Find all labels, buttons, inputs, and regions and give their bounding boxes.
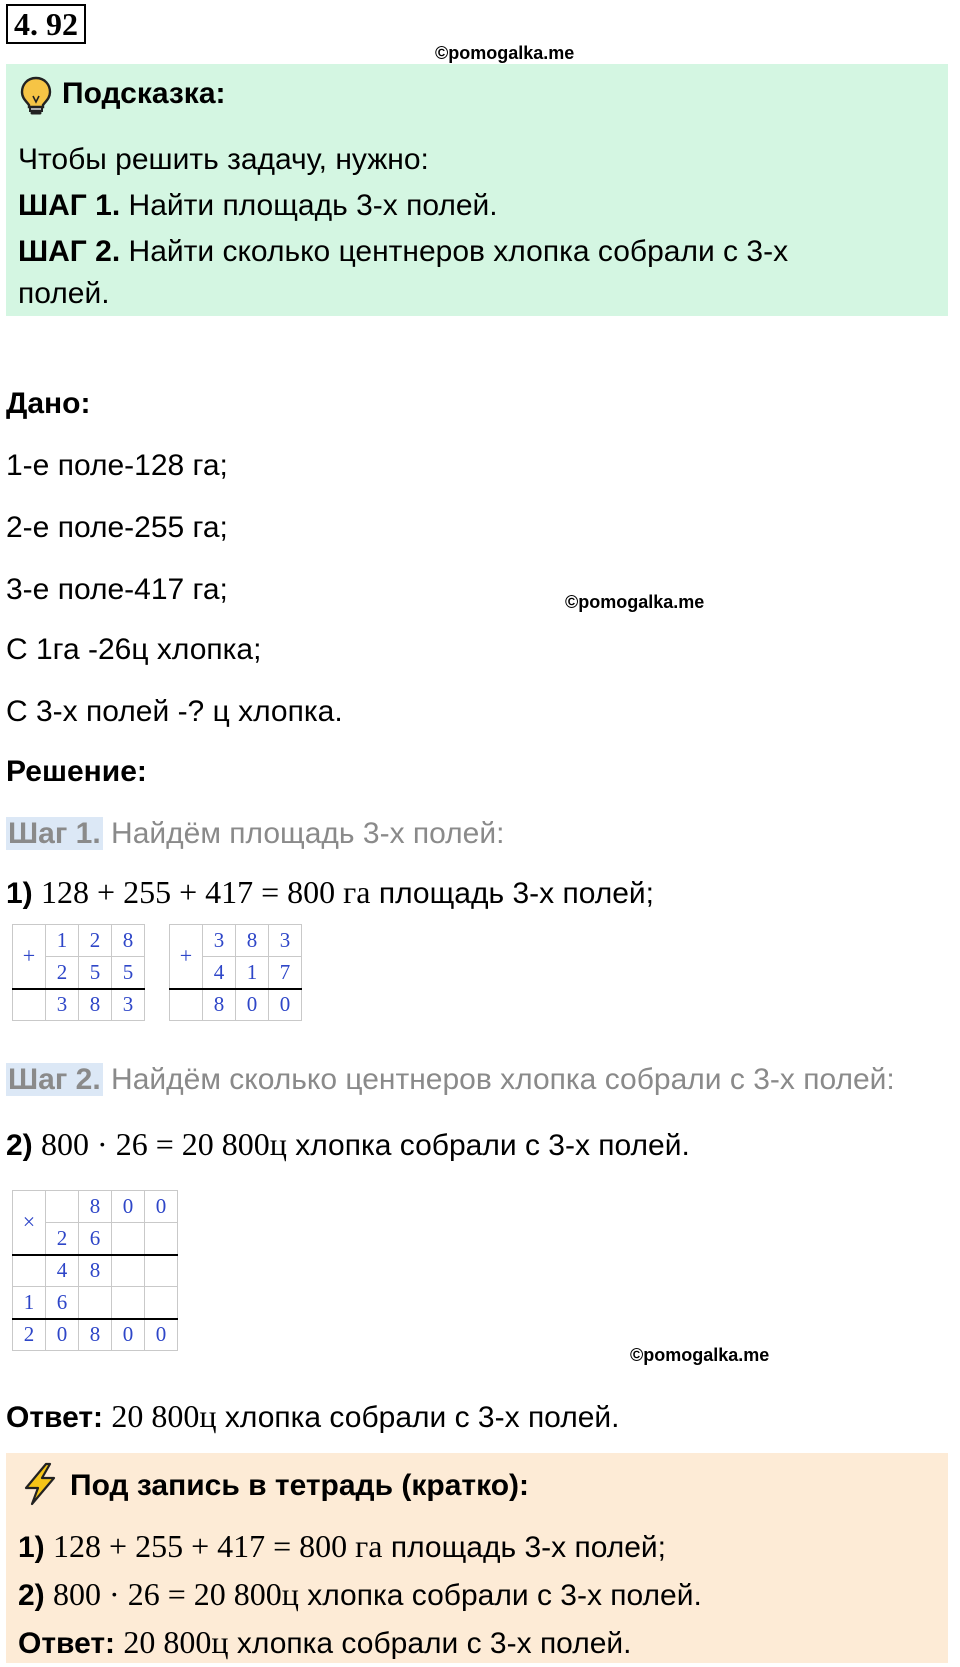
step-1-equation [6,872,654,914]
grid-digit: 2 [79,925,112,957]
hint-step-2 [18,232,788,272]
addition-grid-1 [12,924,145,1021]
grid-digit: 8 [112,925,145,957]
answer-formula: 20 800ц [111,1398,217,1434]
multiplication-grid [12,1190,178,1351]
hint-step-1 [18,186,498,226]
answer-label: Ответ: [18,1627,116,1660]
formula-suffix: хлопка собрали с 3-х полей. [298,1579,702,1612]
grid-digit: 8 [79,1319,112,1351]
grid-digit: 0 [112,1191,145,1223]
step-1-text: Найдём площадь 3-х полей: [111,817,505,850]
watermark: ©pomogalka.me [435,43,575,63]
hint-intro: Чтобы решить задачу, нужно: [18,143,429,176]
formula-suffix: площадь 3-х полей; [370,877,655,910]
plus-sign: + [170,925,203,989]
grid-cell [170,989,203,1021]
grid-digit [79,1287,112,1319]
hint-step-2-continuation: полей. [18,277,110,310]
grid-digit: 6 [79,1223,112,1255]
answer [6,1396,620,1438]
answer-label: Ответ: [6,1401,104,1434]
formula: 128 + 255 + 417 = 800 га [53,1528,383,1564]
answer-formula: 20 800ц [123,1624,229,1660]
grid-digit: 3 [269,925,302,957]
grid-digit: 7 [269,957,302,989]
given-line: 1-е поле-128 га; [6,449,228,482]
grid-digit: 2 [13,1319,46,1351]
grid-digit [145,1223,178,1255]
notes-title: Под запись в тетрадь (кратко): [70,1469,530,1502]
step-2-equation [6,1124,690,1166]
answer-suffix: хлопка собрали с 3-х полей. [216,1401,620,1434]
grid-digit [145,1287,178,1319]
hint-step-2-label: ШАГ 2. [18,235,121,268]
addition-grid-2 [169,924,302,1021]
grid-digit: 0 [236,989,269,1021]
given-line: С 3-х полей -? ц хлопка. [6,695,343,728]
grid-digit: 4 [46,1255,79,1287]
given-line: 2-е поле-255 га; [6,511,228,544]
grid-digit: 0 [269,989,302,1021]
formula: 800 · 26 = 20 800ц [53,1576,299,1612]
grid-digit: 2 [46,957,79,989]
answer-suffix: хлопка собрали с 3-х полей. [228,1627,632,1660]
grid-digit: 8 [79,989,112,1021]
grid-digit: 8 [79,1255,112,1287]
multiply-sign: × [13,1191,46,1255]
grid-cell [13,989,46,1021]
watermark: ©pomogalka.me [630,1345,770,1365]
step-1-heading [6,814,504,854]
given-title: Дано: [6,387,91,420]
grid-digit: 3 [203,925,236,957]
step-2-heading [6,1060,895,1100]
grid-digit [112,1287,145,1319]
item-number: 1) [6,877,33,910]
step-2-label: Шаг 2. [8,1063,101,1096]
notes-line-1 [18,1526,666,1568]
notes-line-2 [18,1574,702,1616]
task-number: 4. 92 [6,4,86,44]
grid-digit: 1 [236,957,269,989]
item-number: 1) [18,1531,45,1564]
hint-step-2-text: Найти сколько центнеров хлопка собрали с 3-х [128,235,789,268]
step-2-text: Найдём сколько центнеров хлопка собрали с 3-х полей: [111,1063,895,1096]
grid-digit [46,1191,79,1223]
grid-digit: 8 [203,989,236,1021]
grid-digit: 2 [46,1223,79,1255]
grid-digit: 3 [46,989,79,1021]
lightbulb-icon [20,76,52,116]
formula-suffix: площадь 3-х полей; [382,1531,667,1564]
grid-digit [112,1223,145,1255]
grid-digit: 1 [46,925,79,957]
item-number: 2) [18,1579,45,1612]
grid-digit [112,1255,145,1287]
grid-digit [13,1255,46,1287]
solution-title: Решение: [6,755,147,788]
lightning-icon [22,1462,58,1506]
formula: 128 + 255 + 417 = 800 га [41,874,371,910]
grid-digit: 8 [79,1191,112,1223]
grid-digit: 5 [79,957,112,989]
grid-digit: 3 [112,989,145,1021]
item-number: 2) [6,1129,33,1162]
step-1-label: Шаг 1. [8,817,101,850]
grid-digit: 5 [112,957,145,989]
grid-digit: 0 [145,1191,178,1223]
grid-digit: 6 [46,1287,79,1319]
grid-digit: 4 [203,957,236,989]
given-line: 3-е поле-417 га; [6,573,228,606]
plus-sign: + [13,925,46,989]
notes-answer [18,1622,632,1664]
formula: 800 · 26 = 20 800ц [41,1126,287,1162]
grid-digit: 0 [145,1319,178,1351]
grid-digit: 1 [13,1287,46,1319]
watermark: ©pomogalka.me [565,592,705,612]
formula-suffix: хлопка собрали с 3-х полей. [286,1129,690,1162]
grid-digit: 0 [112,1319,145,1351]
grid-digit: 8 [236,925,269,957]
given-line: С 1га -26ц хлопка; [6,633,262,666]
grid-digit: 0 [46,1319,79,1351]
grid-digit [145,1255,178,1287]
hint-step-1-label: ШАГ 1. [18,189,121,222]
hint-title: Подсказка: [62,77,226,110]
hint-step-1-text: Найти площадь 3-х полей. [128,189,498,222]
